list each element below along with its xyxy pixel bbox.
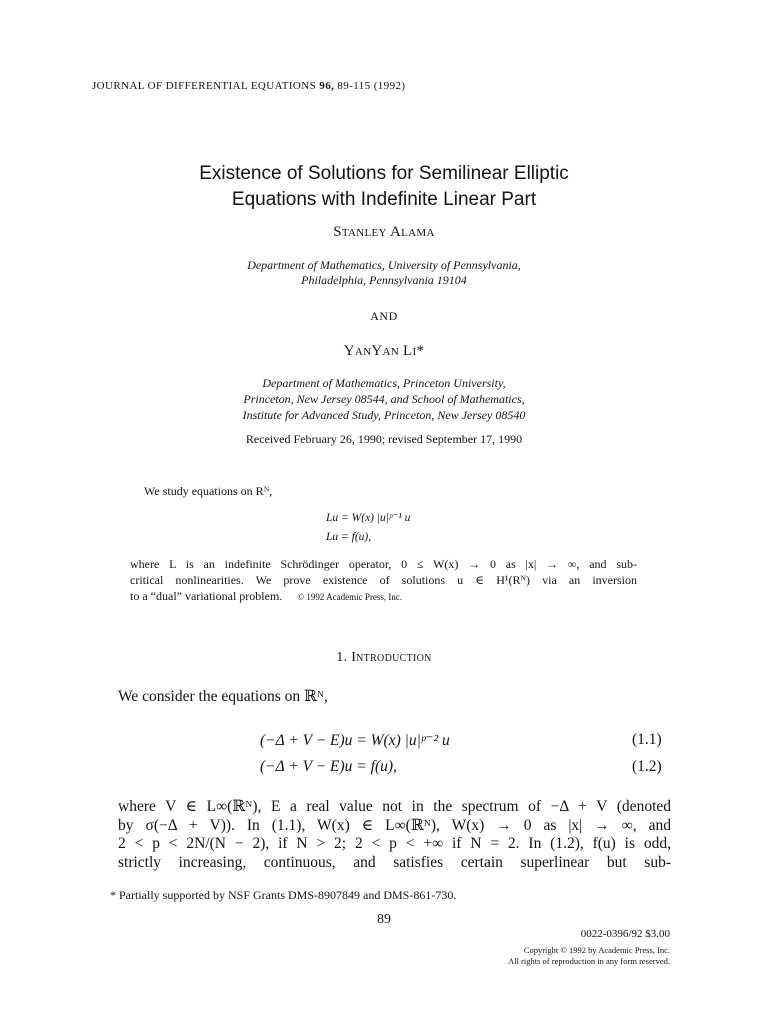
paper-title-line-1: Existence of Solutions for Semilinear Elliptic	[199, 163, 569, 184]
section-heading: 1. Introduction	[336, 650, 432, 665]
equation-1-2-number: (1.2)	[632, 758, 662, 775]
author-1-affiliation-line-2: Philadelphia, Pennsylvania 19104	[301, 273, 467, 287]
footer-issn-price: 0022-0396/92 $3.00	[580, 928, 670, 940]
author-2-affiliation-line-3: Institute for Advanced Study, Princeton, New Jersey 08540	[242, 408, 526, 422]
author-2-affiliation-line-1: Department of Mathematics, Princeton University,	[262, 376, 506, 390]
author-1-affiliation-line-1: Department of Mathematics, University of Pennsylvania,	[247, 258, 521, 272]
journal-running-head	[92, 80, 405, 92]
journal-volume: 96,	[319, 80, 335, 92]
equation-1-1-number: (1.1)	[632, 731, 662, 748]
author-separator: AND	[370, 309, 398, 323]
body-paragraph-line-4: strictly increasing, continuous, and satisfies certain superlinear but sub-	[118, 854, 671, 871]
paper-title-line-2: Equations with Indefinite Linear Part	[231, 189, 537, 210]
journal-name: JOURNAL OF DIFFERENTIAL EQUATIONS	[92, 80, 317, 92]
abstract-line-2: critical nonlinearities. We prove existence of solutions u ∈ H¹(Rᴺ) via an inversion	[130, 573, 637, 587]
page-number: 89	[377, 912, 391, 927]
author-name-1: Stanley Alama	[333, 224, 435, 240]
footnote-funding: * Partially supported by NSF Grants DMS-8907849 and DMS-861-730.	[110, 888, 457, 902]
equation-1-2: (−Δ + V − E)u = f(u),	[260, 758, 397, 775]
journal-pages: 89-115 (1992)	[337, 80, 406, 92]
equation-1-1: (−Δ + V − E)u = W(x) |u|ᵖ⁻² u	[260, 732, 450, 749]
body-paragraph-line-3: 2 < p < 2N/(N − 2), if N > 2; 2 < p < +∞ if N = 2. In (1.2), f(u) is odd,	[118, 835, 671, 852]
abstract-copyright: © 1992 Academic Press, Inc.	[297, 592, 403, 602]
abstract-equation-2: Lu = f(u),	[326, 531, 372, 543]
body-paragraph-line-1: where V ∈ L∞(ℝᴺ), E a real value not in the spectrum of −Δ + V (denoted	[118, 798, 671, 815]
abstract-line-3	[130, 589, 402, 604]
intro-sentence: We consider the equations on ℝᴺ,	[118, 688, 328, 705]
body-paragraph-line-2: by σ(−Δ + V)). In (1.1), W(x) ∈ L∞(ℝᴺ), W(x) → 0 as |x| → ∞, and	[118, 817, 671, 834]
author-name-2: YanYan Li*	[343, 343, 425, 359]
author-2-affiliation-line-2: Princeton, New Jersey 08544, and School of Mathematics,	[243, 392, 525, 406]
abstract-line-1: where L is an indefinite Schrödinger operator, 0 ≤ W(x) → 0 as |x| → ∞, and sub-	[130, 557, 637, 571]
abstract-equation-1: Lu = W(x) |u|ᵖ⁻¹ u	[326, 512, 411, 524]
footer-rights: All rights of reproduction in any form reserved.	[508, 956, 670, 966]
abstract-intro: We study equations on Rᴺ,	[144, 484, 273, 498]
footer-copyright: Copyright © 1992 by Academic Press, Inc.	[523, 945, 670, 955]
received-dates: Received February 26, 1990; revised September 17, 1990	[245, 432, 523, 446]
abstract-line-3-text: to a “dual” variational problem.	[130, 589, 283, 603]
